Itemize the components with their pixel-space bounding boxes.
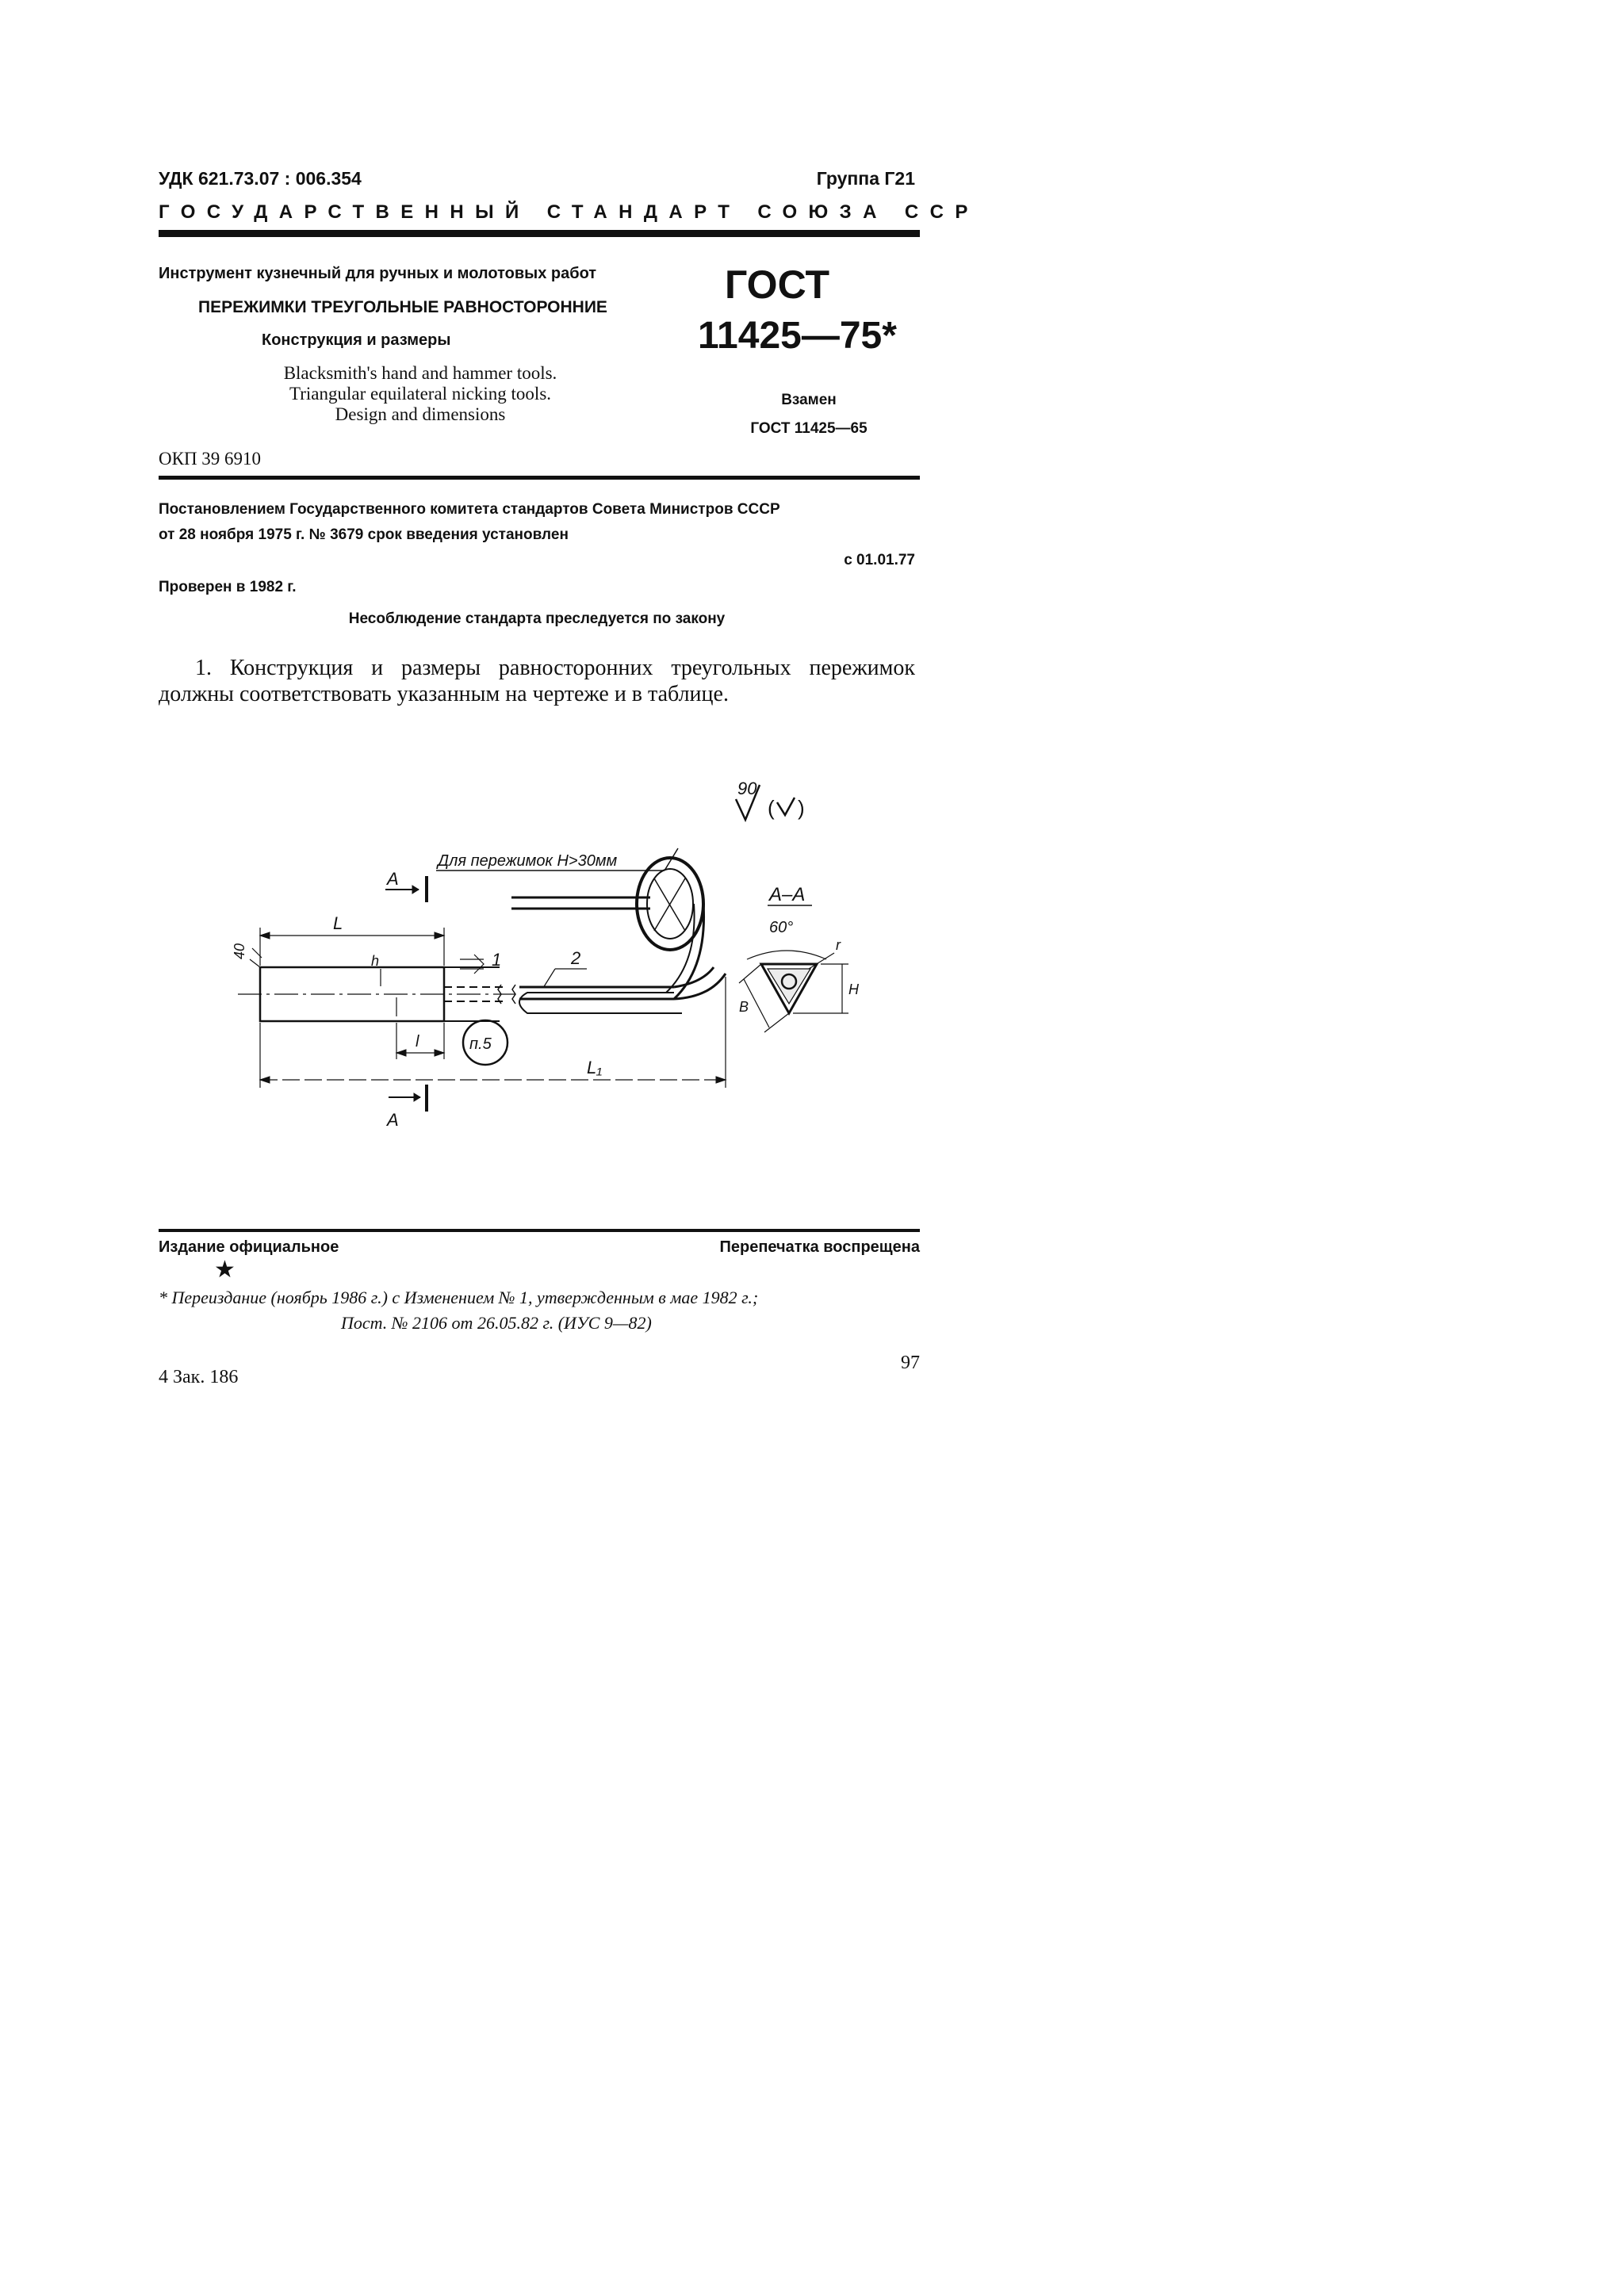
- udk-code: УДК 621.73.07 : 006.354: [159, 168, 362, 189]
- title-english-line: Triangular equilateral nicking tools.: [289, 384, 552, 404]
- footnote-line-2: Пост. № 2106 от 26.05.82 г. (ИУС 9—82): [341, 1313, 652, 1333]
- title-english-line: Design and dimensions: [335, 404, 506, 424]
- official-edition: Издание официальное: [159, 1238, 339, 1256]
- checked-year: Проверен в 1982 г.: [159, 579, 297, 595]
- dimension-H: H: [848, 982, 859, 997]
- page-number: 97: [901, 1353, 920, 1373]
- okp-code: ОКП 39 6910: [159, 449, 262, 469]
- gost-number: 11425—75*: [698, 315, 897, 357]
- replaces-standard: ГОСТ 11425—65: [750, 420, 868, 437]
- footnote-line-1: * Переиздание (ноябрь 1986 г.) с Изменением № 1, утвержденным в мае 1982 г.;: [159, 1288, 759, 1307]
- dimension-L1: L₁: [587, 1058, 603, 1077]
- section-mark-top: A: [387, 869, 399, 889]
- reference-p5: п.5: [469, 1035, 492, 1053]
- dimension-B: B: [739, 999, 749, 1015]
- section-label: A–A: [769, 884, 806, 905]
- state-standard-heading: ГОСУДАРСТВЕННЫЙ СТАНДАРТ СОЮЗА ССР: [159, 201, 979, 223]
- footer-rule: [159, 1229, 920, 1232]
- header-rule: [159, 230, 920, 237]
- decree-line-1: Постановлением Государственного комитета стандартов Совета Министров СССР: [159, 501, 780, 518]
- title-subtitle: Конструкция и размеры: [262, 331, 451, 349]
- group-code: Группа Г21: [816, 168, 915, 189]
- dimension-l: l: [416, 1033, 419, 1050]
- no-reprint-notice: Перепечатка воспрещена: [719, 1238, 920, 1256]
- callout-2: 2: [571, 948, 581, 968]
- replaces-label: Взамен: [781, 392, 837, 408]
- dimension-L: L: [333, 913, 343, 933]
- title-english: [214, 363, 626, 425]
- section-mark-bottom: A: [387, 1110, 399, 1130]
- callout-1: 1: [492, 950, 502, 970]
- order-number: 4 Зак. 186: [159, 1367, 239, 1387]
- roughness-value: 90: [737, 779, 757, 798]
- title-rule: [159, 476, 920, 480]
- star-mark: ★: [214, 1256, 236, 1284]
- title-english-line: Blacksmith's hand and hammer tools.: [283, 363, 557, 383]
- drawing-note: Для пережимок H>30мм: [438, 852, 618, 870]
- roughness-general-close: ): [798, 796, 805, 820]
- dimension-h: h: [371, 953, 380, 969]
- dimension-r: r: [836, 937, 841, 953]
- law-notice: Несоблюдение стандарта преследуется по закону: [348, 610, 726, 627]
- roughness-general: (: [768, 796, 775, 820]
- decree-date: с 01.01.77: [844, 552, 915, 568]
- decree-line-2: от 28 ноября 1975 г. № 3679 срок введения установлен: [159, 526, 569, 543]
- technical-drawing: [143, 761, 936, 1142]
- roughness-symbol: [736, 779, 805, 820]
- gost-label: ГОСТ: [725, 262, 829, 307]
- angle-label: 60°: [769, 919, 794, 936]
- title-main: ПЕРЕЖИМКИ ТРЕУГОЛЬНЫЕ РАВНОСТОРОННИЕ: [198, 298, 607, 316]
- dimension-40: 40: [232, 943, 247, 959]
- clause-1: 1. Конструкция и размеры равносторонних треугольных пережимок должны соответствовать указанным на чертеже и в таблице.: [159, 656, 915, 706]
- title-tools: Инструмент кузнечный для ручных и молотовых работ: [159, 265, 597, 282]
